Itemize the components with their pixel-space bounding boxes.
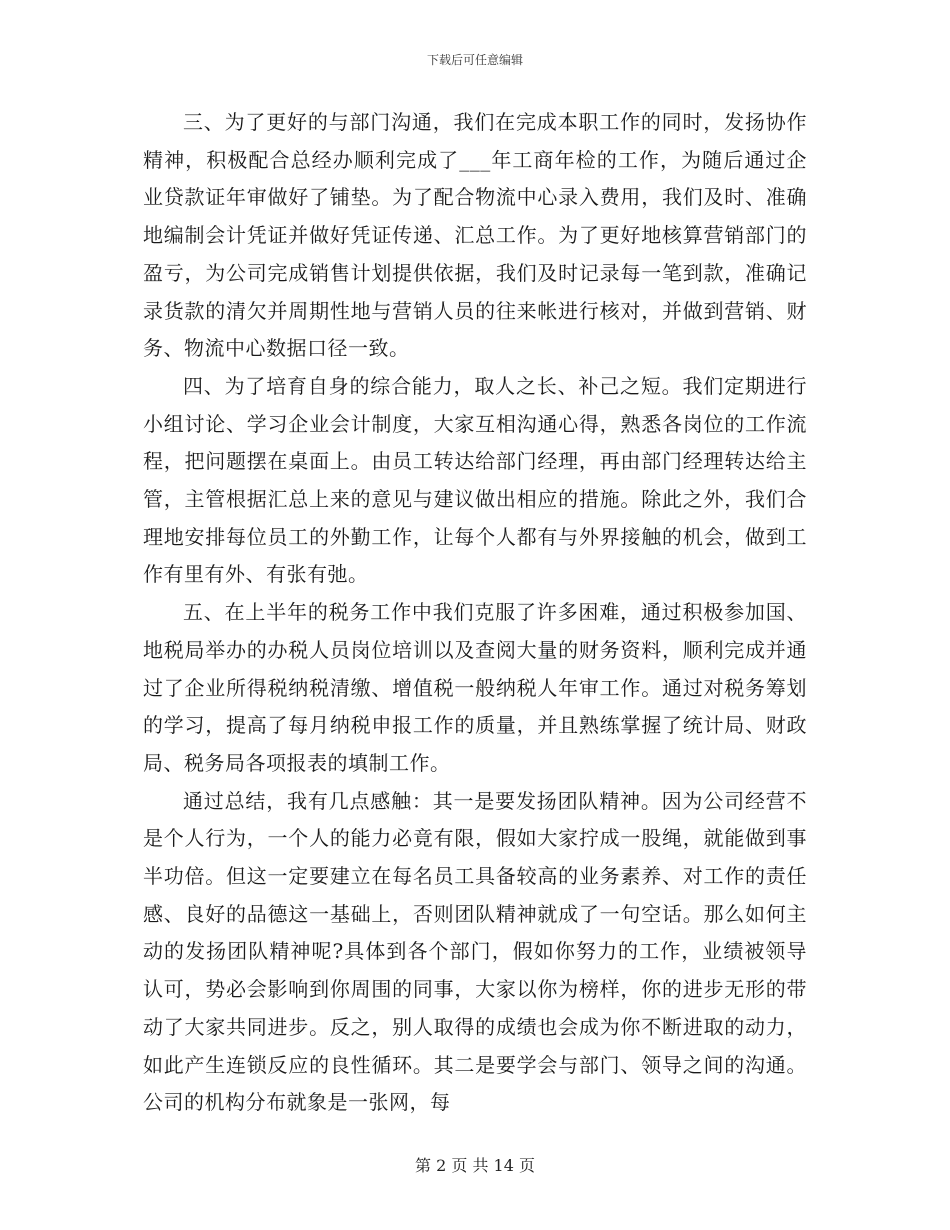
paragraph-section-three: 三、为了更好的与部门沟通，我们在完成本职工作的同时，发扬协作精神，积极配合总经办顺利完成了___年工商年检的工作，为随后通过企业贷款证年审做好了铺垫。为了配合物流中心录入费用，我们及时、准确地编制会计凭证并做好凭证传递、汇总工作。为了更好地核算营销部门的盈亏，为公司完成销售计划提供依据，我们及时记录每一笔到款，准确记录货款的清欠并周期性地与营销人员的往来帐进行核对，并做到营销、财务、物流中心数据口径一致。	[143, 110, 807, 361]
paragraph-summary: 通过总结，我有几点感触：其一是要发扬团队精神。因为公司经营不是个人行为，一个人的能力必竟有限，假如大家拧成一股绳，就能做到事半功倍。但这一定要建立在每名员工具备较高的业务素养、对工作的责任感、良好的品德这一基础上，否则团队精神就成了一句空话。那么如何主动的发扬团队精神呢?具体到各个部门，假如你努力的工作，业绩被领导认可，势必会影响到你周围的同事，大家以你为榜样，你的进步无形的带动了大家共同进步。反之，别人取得的成绩也会成为你不断进取的动力，如此产生连锁反应的良性循环。其二是要学会与部门、领导之间的沟通。公司的机构分布就象是一张网，每	[143, 788, 807, 1115]
page-header-note: 下载后可任意编辑	[426, 53, 523, 67]
paragraph-section-five: 五、在上半年的税务工作中我们克服了许多困难，通过积极参加国、地税局举办的办税人员岗位培训以及查阅大量的财务资料，顺利完成并通过了企业所得税纳税清缴、增值税一般纳税人年审工作。通过对税务筹划的学习，提高了每月纳税申报工作的质量，并且熟练掌握了统计局、财政局、税务局各项报表的填制工作。	[143, 600, 807, 775]
paragraph-section-four: 四、为了培育自身的综合能力，取人之长、补己之短。我们定期进行小组讨论、学习企业会计制度，大家互相沟通心得，熟悉各岗位的工作流程，把问题摆在桌面上。由员工转达给部门经理，再由部门经理转达给主管，主管根据汇总上来的意见与建议做出相应的措施。除此之外，我们合理地安排每位员工的外勤工作，让每个人都有与外界接触的机会，做到工作有里有外、有张有弛。	[143, 373, 807, 587]
page-number: 第 2 页 共 14 页	[415, 1156, 535, 1175]
document-body	[143, 104, 807, 1122]
